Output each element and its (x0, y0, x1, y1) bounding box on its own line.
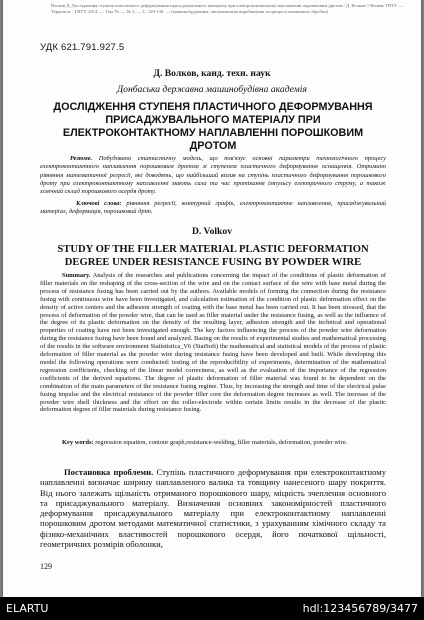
title-english: STUDY OF THE FILLER MATERIAL PLASTIC DEFORMATION DEGREE UNDER RESISTANCE FUSING BY POWDER WIRE (57, 244, 369, 268)
summary-label: Summary. (62, 272, 91, 279)
section-heading: Постановка проблеми. (64, 467, 154, 477)
keywords-ukrainian (40, 200, 386, 217)
body-text (40, 467, 386, 549)
page-number: 129 (40, 562, 52, 571)
keywords-english (40, 439, 386, 447)
abstract-ukrainian (40, 155, 386, 196)
footer-bar (0, 597, 424, 620)
summary-text: Analysis of the researches and publications concerning the impact of the conditions of plastic deformation of filler materials on the reshaping of the cross-section of the wire and on the contact surface of the wire with base metal during the process of resistance fusing has been carried out by the authors. Available models of forming the connection during the resistance fusing with continuous wire have been investigated, and calculation estimation of the condition of plastic deformation effect on the density of active centers and the adhesion strength of coating with the base metal has been carried out. It has been stressed, that the process of deformation of the powder wire, that can be used as filler material under the resistance fusing, as well as the influence of the degree of its plastic deformation on the density of the resulting layer, adhesion strength and the technical and operational properties of coating have not been investigated enough. The key factors influencing the process of the powder wire deformation during the resistance fusing have been found and analyzed. Basing on the results of experimental studies and mathematical processing of the results in the software environment Statististica_V6 (StatSoft) the mathematical and statistical models of the process of plastic deformation of filler material as the powder wire during resistance fusing have been developed and built. While developing this model the following operations were conducted: testing of the reproducibility of experiments, determination of the mathematical regression coefficients, checking of the linear model correctness, as well as the evaluation of the importance of the regression coefficients of the derived equations. The degree of plastic deformation of filler material was found to be dependent on the combination of the main parameters of the resistance fusing regime. Thus, by increasing the strength and time of the electrical pulse fusing impulse and the electrical resistance of the powder filler core the deformation degree increases as well. The increase of the powder wire shell thickness and the effort on the roller-electrode within certain limits results in the decrease of the plastic deformation degree of filler materials during resistance fusing. (40, 272, 386, 414)
keywords-en-label: Key words: (62, 439, 94, 446)
keywords-label: Ключові слова: (76, 200, 122, 207)
title-ukrainian: ДОСЛІДЖЕННЯ СТУПЕНЯ ПЛАСТИЧНОГО ДЕФОРМУВАННЯ ПРИСАДЖУВАЛЬНОГО МАТЕРІАЛУ ПРИ ЕЛЕКТРОКОНТАКТНОМУ НАПЛАВЛЕННІ ПОРОШКОВИМ ДРОТОМ (53, 101, 373, 152)
author-ukrainian: Д. Волков, канд. техн. наук (153, 68, 271, 79)
abstract-label: Резюме. (70, 155, 93, 162)
handle-link[interactable]: hdl:123456789/3477 (302, 602, 418, 615)
repository-name: ELARTU (6, 602, 49, 615)
author-english: D. Volkov (192, 226, 232, 237)
udc-code: УДК 621.791.927.5 (40, 42, 125, 53)
citation-header: Волков Д. Дослідження ступеня пластичного деформування присаджувального матеріалу при електроконтактному наплавленні порошковим дротом / Д. Волков // Вісник ТНТУ. — Тернопіль : ТНТУ, 2014. — Том 76. — № 2. — С. 129-136. — (машинобудування, автоматизація виробництва та процеси механічної обробки). (51, 3, 404, 14)
keywords-text: рівняння регресії, контурний графік, електроконтактне наплавлення, присаджувальний матеріал, деформація, порошковий дріт. (40, 200, 386, 216)
affiliation: Донбаська державна машинобудівна академія (117, 84, 307, 95)
body-paragraph: Ступінь пластичного деформування при електроконтактному наплавленні визначає ширину наплавленого валика та товщину нанесеного шару покриття. Від нього залежать щільність отриманого порошкового шару, міцність зчеплення основного та присаджувального матеріалу. Визначення основних закономірностей пластичного деформування присаджувального матеріалу при електроконтактному наплавленні порошковим дротом методами математичної статистики, з урахуванням хімічного складу та фізико-механічних властивостей порошкового осердя, його початкової щільності, геометричних розмірів оболонки, (40, 467, 386, 550)
keywords-en-text: regression equation, contour graph,resistance-welding, filler materials, deformation, powder wire. (95, 439, 348, 446)
abstract-text: Побудовано статистичну модель, що пов'язує основні параметри технологічного процесу електроконтактного наплавлення порошковим дротом зі ступенем пластичного деформування оснащення. Отримано рівняння математичної регресії, які доводять, що найбільший вплив на ступінь пластичного деформування порошкового дроту при електроконтактному наплавленні мають сила та час протікання імпульсу електричного струму, а також хімічний склад порошкового осердя дроту. (40, 155, 386, 196)
summary-english (40, 272, 386, 414)
